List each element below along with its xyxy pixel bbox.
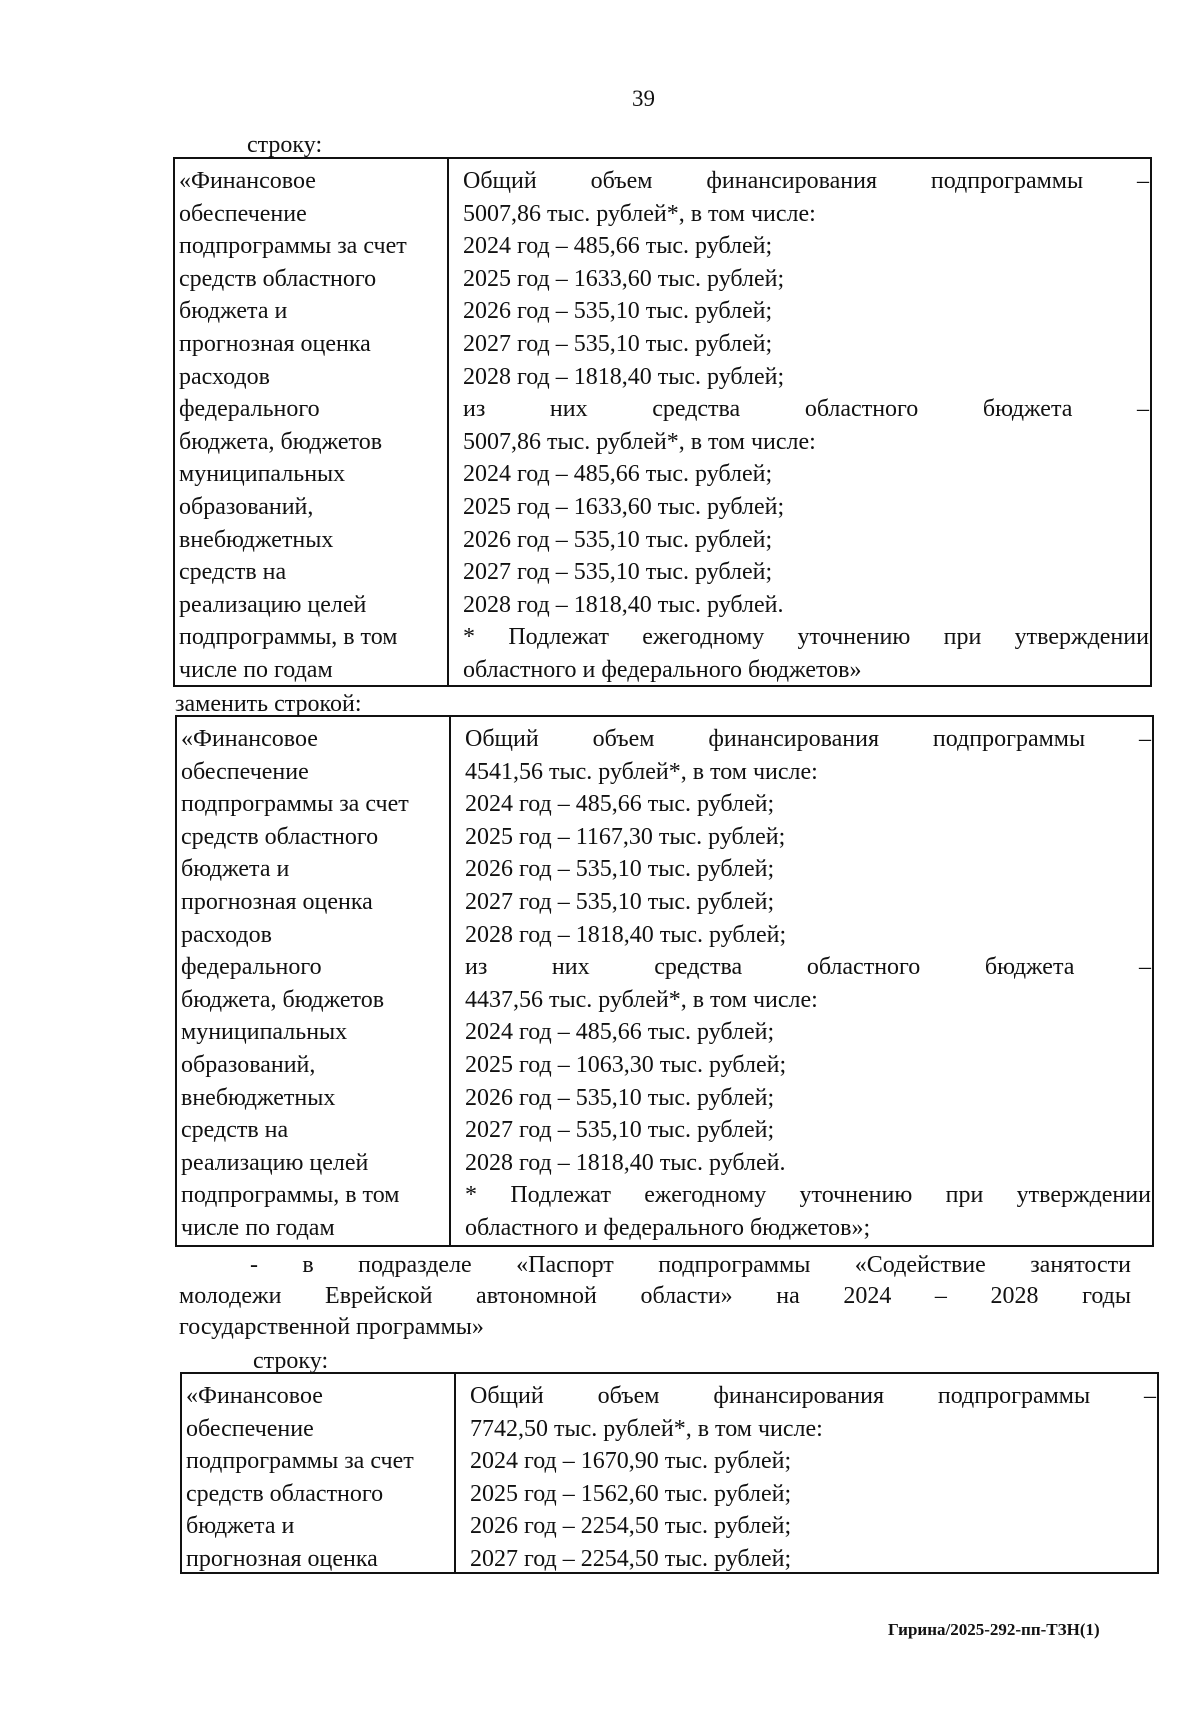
paragraph-line — [179, 1281, 1131, 1312]
word: из — [463, 396, 486, 423]
left-line: прогнозная оценка — [179, 330, 371, 357]
block2-right-cell — [465, 723, 1151, 1245]
right-line: 2025 год – 1633,60 тыс. рублей; — [463, 493, 785, 520]
word: Подлежат — [508, 624, 609, 651]
word: области» — [640, 1283, 733, 1309]
word: ежегодному — [642, 624, 765, 651]
right-justified-line — [465, 723, 1151, 756]
right-justified-line — [463, 621, 1149, 654]
word: финансирования — [706, 168, 877, 194]
word: бюджета — [982, 396, 1073, 423]
right-line: 2027 год – 535,10 тыс. рублей; — [463, 330, 773, 357]
word: средства — [654, 954, 743, 981]
left-line: бюджета, бюджетов — [181, 986, 385, 1013]
left-line: средств областного — [179, 265, 377, 292]
left-line: внебюджетных — [179, 526, 334, 553]
word: автономной — [476, 1283, 597, 1309]
block2-table — [175, 715, 1154, 1247]
word: при — [943, 624, 982, 651]
left-line: расходов — [181, 921, 272, 948]
page-number: 39 — [632, 86, 655, 111]
left-line: средств на — [181, 1117, 289, 1144]
right-line: 4541,56 тыс. рублей*, в том числе: — [465, 758, 818, 785]
left-line: обеспечение — [186, 1415, 314, 1442]
block3-label: строку: — [253, 1348, 329, 1374]
word: средства — [652, 396, 741, 423]
block1-label: строку: — [247, 132, 323, 158]
right-line: 2025 год – 1562,60 тыс. рублей; — [470, 1480, 792, 1507]
block3-table — [180, 1372, 1159, 1574]
right-line: 2026 год – 535,10 тыс. рублей; — [465, 1084, 775, 1111]
word: Общий — [470, 1383, 544, 1409]
paragraph-line: государственной программы» — [179, 1314, 484, 1340]
right-justified-line — [463, 393, 1149, 426]
document-code: Гирина/2025-292-пп-ТЗН(1) — [888, 1620, 1100, 1639]
word: 2024 — [843, 1283, 892, 1309]
right-line: 2026 год – 535,10 тыс. рублей; — [465, 856, 775, 883]
right-line: 2028 год – 1818,40 тыс. рублей; — [465, 921, 787, 948]
right-line: 2028 год – 1818,40 тыс. рублей; — [463, 363, 785, 390]
block3-right-cell — [470, 1380, 1156, 1576]
right-line: 5007,86 тыс. рублей*, в том числе: — [463, 428, 816, 455]
block3-left-cell — [186, 1380, 414, 1576]
word: * — [465, 1182, 477, 1209]
right-line: 2027 год – 535,10 тыс. рублей; — [463, 559, 773, 586]
word: подразделе — [358, 1252, 472, 1278]
subsection-paragraph — [179, 1250, 1131, 1343]
left-line: обеспечение — [179, 200, 307, 227]
word: областного — [804, 396, 919, 423]
left-line: подпрограммы, в том — [181, 1182, 400, 1209]
right-line: областного и федерального бюджетов»; — [465, 1214, 871, 1241]
word: подпрограммы — [932, 726, 1086, 752]
left-line: внебюджетных — [181, 1084, 336, 1111]
right-line: 2027 год – 2254,50 тыс. рублей; — [470, 1545, 792, 1572]
right-line: 2025 год – 1167,30 тыс. рублей; — [465, 823, 786, 850]
word: – — [1143, 1383, 1156, 1409]
left-line: бюджета и — [181, 856, 290, 883]
word: подпрограммы — [930, 168, 1084, 194]
word: объем — [592, 726, 655, 752]
right-line: 4437,56 тыс. рублей*, в том числе: — [465, 986, 818, 1013]
left-line: «Финансовое — [179, 168, 316, 194]
word: - — [250, 1252, 258, 1278]
left-line: муниципальных — [181, 1019, 348, 1046]
right-line: 2027 год – 535,10 тыс. рублей; — [465, 1117, 775, 1144]
left-line: реализацию целей — [179, 591, 367, 618]
word: «Содействие — [854, 1252, 986, 1278]
right-line: 2024 год – 485,66 тыс. рублей; — [465, 791, 775, 818]
left-line: обеспечение — [181, 758, 309, 785]
word: Общий — [465, 726, 539, 752]
word: из — [465, 954, 488, 981]
left-line: реализацию целей — [181, 1149, 369, 1176]
word: – — [1138, 954, 1151, 981]
block1-table — [173, 157, 1152, 687]
right-line: 2026 год – 2254,50 тыс. рублей; — [470, 1513, 792, 1540]
word: объем — [597, 1383, 660, 1409]
word: * — [463, 624, 475, 651]
word: в — [302, 1252, 314, 1278]
word: годы — [1082, 1283, 1131, 1309]
word: утверждении — [1014, 624, 1149, 651]
right-line: 2025 год – 1633,60 тыс. рублей; — [463, 265, 785, 292]
right-line: 2027 год – 535,10 тыс. рублей; — [465, 888, 775, 915]
block1-divider — [447, 159, 449, 685]
left-line: бюджета и — [179, 298, 288, 325]
right-justified-line — [465, 1179, 1151, 1212]
word: – — [1136, 168, 1149, 194]
right-line: 2024 год – 485,66 тыс. рублей; — [465, 1019, 775, 1046]
word: 2028 — [990, 1283, 1039, 1309]
word: финансирования — [708, 726, 879, 752]
word: ежегодному — [644, 1182, 767, 1209]
left-line: муниципальных — [179, 461, 346, 488]
word: бюджета — [984, 954, 1075, 981]
right-line: 2024 год – 485,66 тыс. рублей; — [463, 233, 773, 260]
word: – — [1136, 396, 1149, 423]
block2-label: заменить строкой: — [175, 691, 362, 717]
paragraph-line — [179, 1250, 1131, 1281]
right-line: 2026 год – 535,10 тыс. рублей; — [463, 298, 773, 325]
word: уточнению — [797, 624, 911, 651]
left-line: числе по годам — [181, 1214, 335, 1241]
block1-left-cell — [179, 165, 407, 687]
word: «Паспорт — [516, 1252, 614, 1278]
word: утверждении — [1016, 1182, 1151, 1209]
right-line: 2025 год – 1063,30 тыс. рублей; — [465, 1051, 787, 1078]
word: финансирования — [713, 1383, 884, 1409]
word: на — [776, 1283, 800, 1309]
left-line: подпрограммы за счет — [181, 791, 409, 818]
right-justified-line — [465, 951, 1151, 984]
word: них — [551, 954, 590, 981]
right-line: 2026 год – 535,10 тыс. рублей; — [463, 526, 773, 553]
word: молодежи — [179, 1283, 282, 1309]
block3-divider — [454, 1374, 456, 1572]
right-justified-line — [463, 165, 1149, 198]
right-line: 2028 год – 1818,40 тыс. рублей. — [463, 591, 784, 618]
block2-left-cell — [181, 723, 409, 1245]
left-line: «Финансовое — [181, 726, 318, 752]
word: них — [549, 396, 588, 423]
word: Подлежат — [510, 1182, 611, 1209]
word: Еврейской — [325, 1283, 433, 1309]
left-line: подпрограммы за счет — [186, 1448, 414, 1475]
left-line: расходов — [179, 363, 270, 390]
left-line: подпрограммы за счет — [179, 233, 407, 260]
word: – — [1138, 726, 1151, 752]
left-line: прогнозная оценка — [181, 888, 373, 915]
word: областного — [806, 954, 921, 981]
word: Общий — [463, 168, 537, 194]
word: уточнению — [799, 1182, 913, 1209]
word: подпрограммы — [937, 1383, 1091, 1409]
word: подпрограммы — [658, 1252, 811, 1278]
block2-divider — [449, 717, 451, 1245]
left-line: средств на — [179, 559, 287, 586]
right-line: 2028 год – 1818,40 тыс. рублей. — [465, 1149, 786, 1176]
left-line: числе по годам — [179, 656, 333, 683]
word: – — [934, 1283, 947, 1309]
word: занятости — [1030, 1252, 1131, 1278]
right-line: 2024 год – 485,66 тыс. рублей; — [463, 461, 773, 488]
left-line: средств областного — [186, 1480, 384, 1507]
right-justified-line — [470, 1380, 1156, 1413]
right-line: 2024 год – 1670,90 тыс. рублей; — [470, 1448, 792, 1475]
right-line: 7742,50 тыс. рублей*, в том числе: — [470, 1415, 823, 1442]
left-line: бюджета, бюджетов — [179, 428, 383, 455]
left-line: средств областного — [181, 823, 379, 850]
left-line: «Финансовое — [186, 1383, 323, 1409]
left-line: подпрограммы, в том — [179, 624, 398, 651]
right-line: 5007,86 тыс. рублей*, в том числе: — [463, 200, 816, 227]
left-line: образований, — [179, 493, 314, 520]
word: объем — [590, 168, 653, 194]
left-line: бюджета и — [186, 1513, 295, 1540]
word: при — [945, 1182, 984, 1209]
right-line: областного и федерального бюджетов» — [463, 656, 862, 683]
block1-right-cell — [463, 165, 1149, 687]
left-line: федерального — [181, 954, 322, 981]
left-line: прогнозная оценка — [186, 1545, 378, 1572]
left-line: образований, — [181, 1051, 316, 1078]
left-line: федерального — [179, 396, 320, 423]
